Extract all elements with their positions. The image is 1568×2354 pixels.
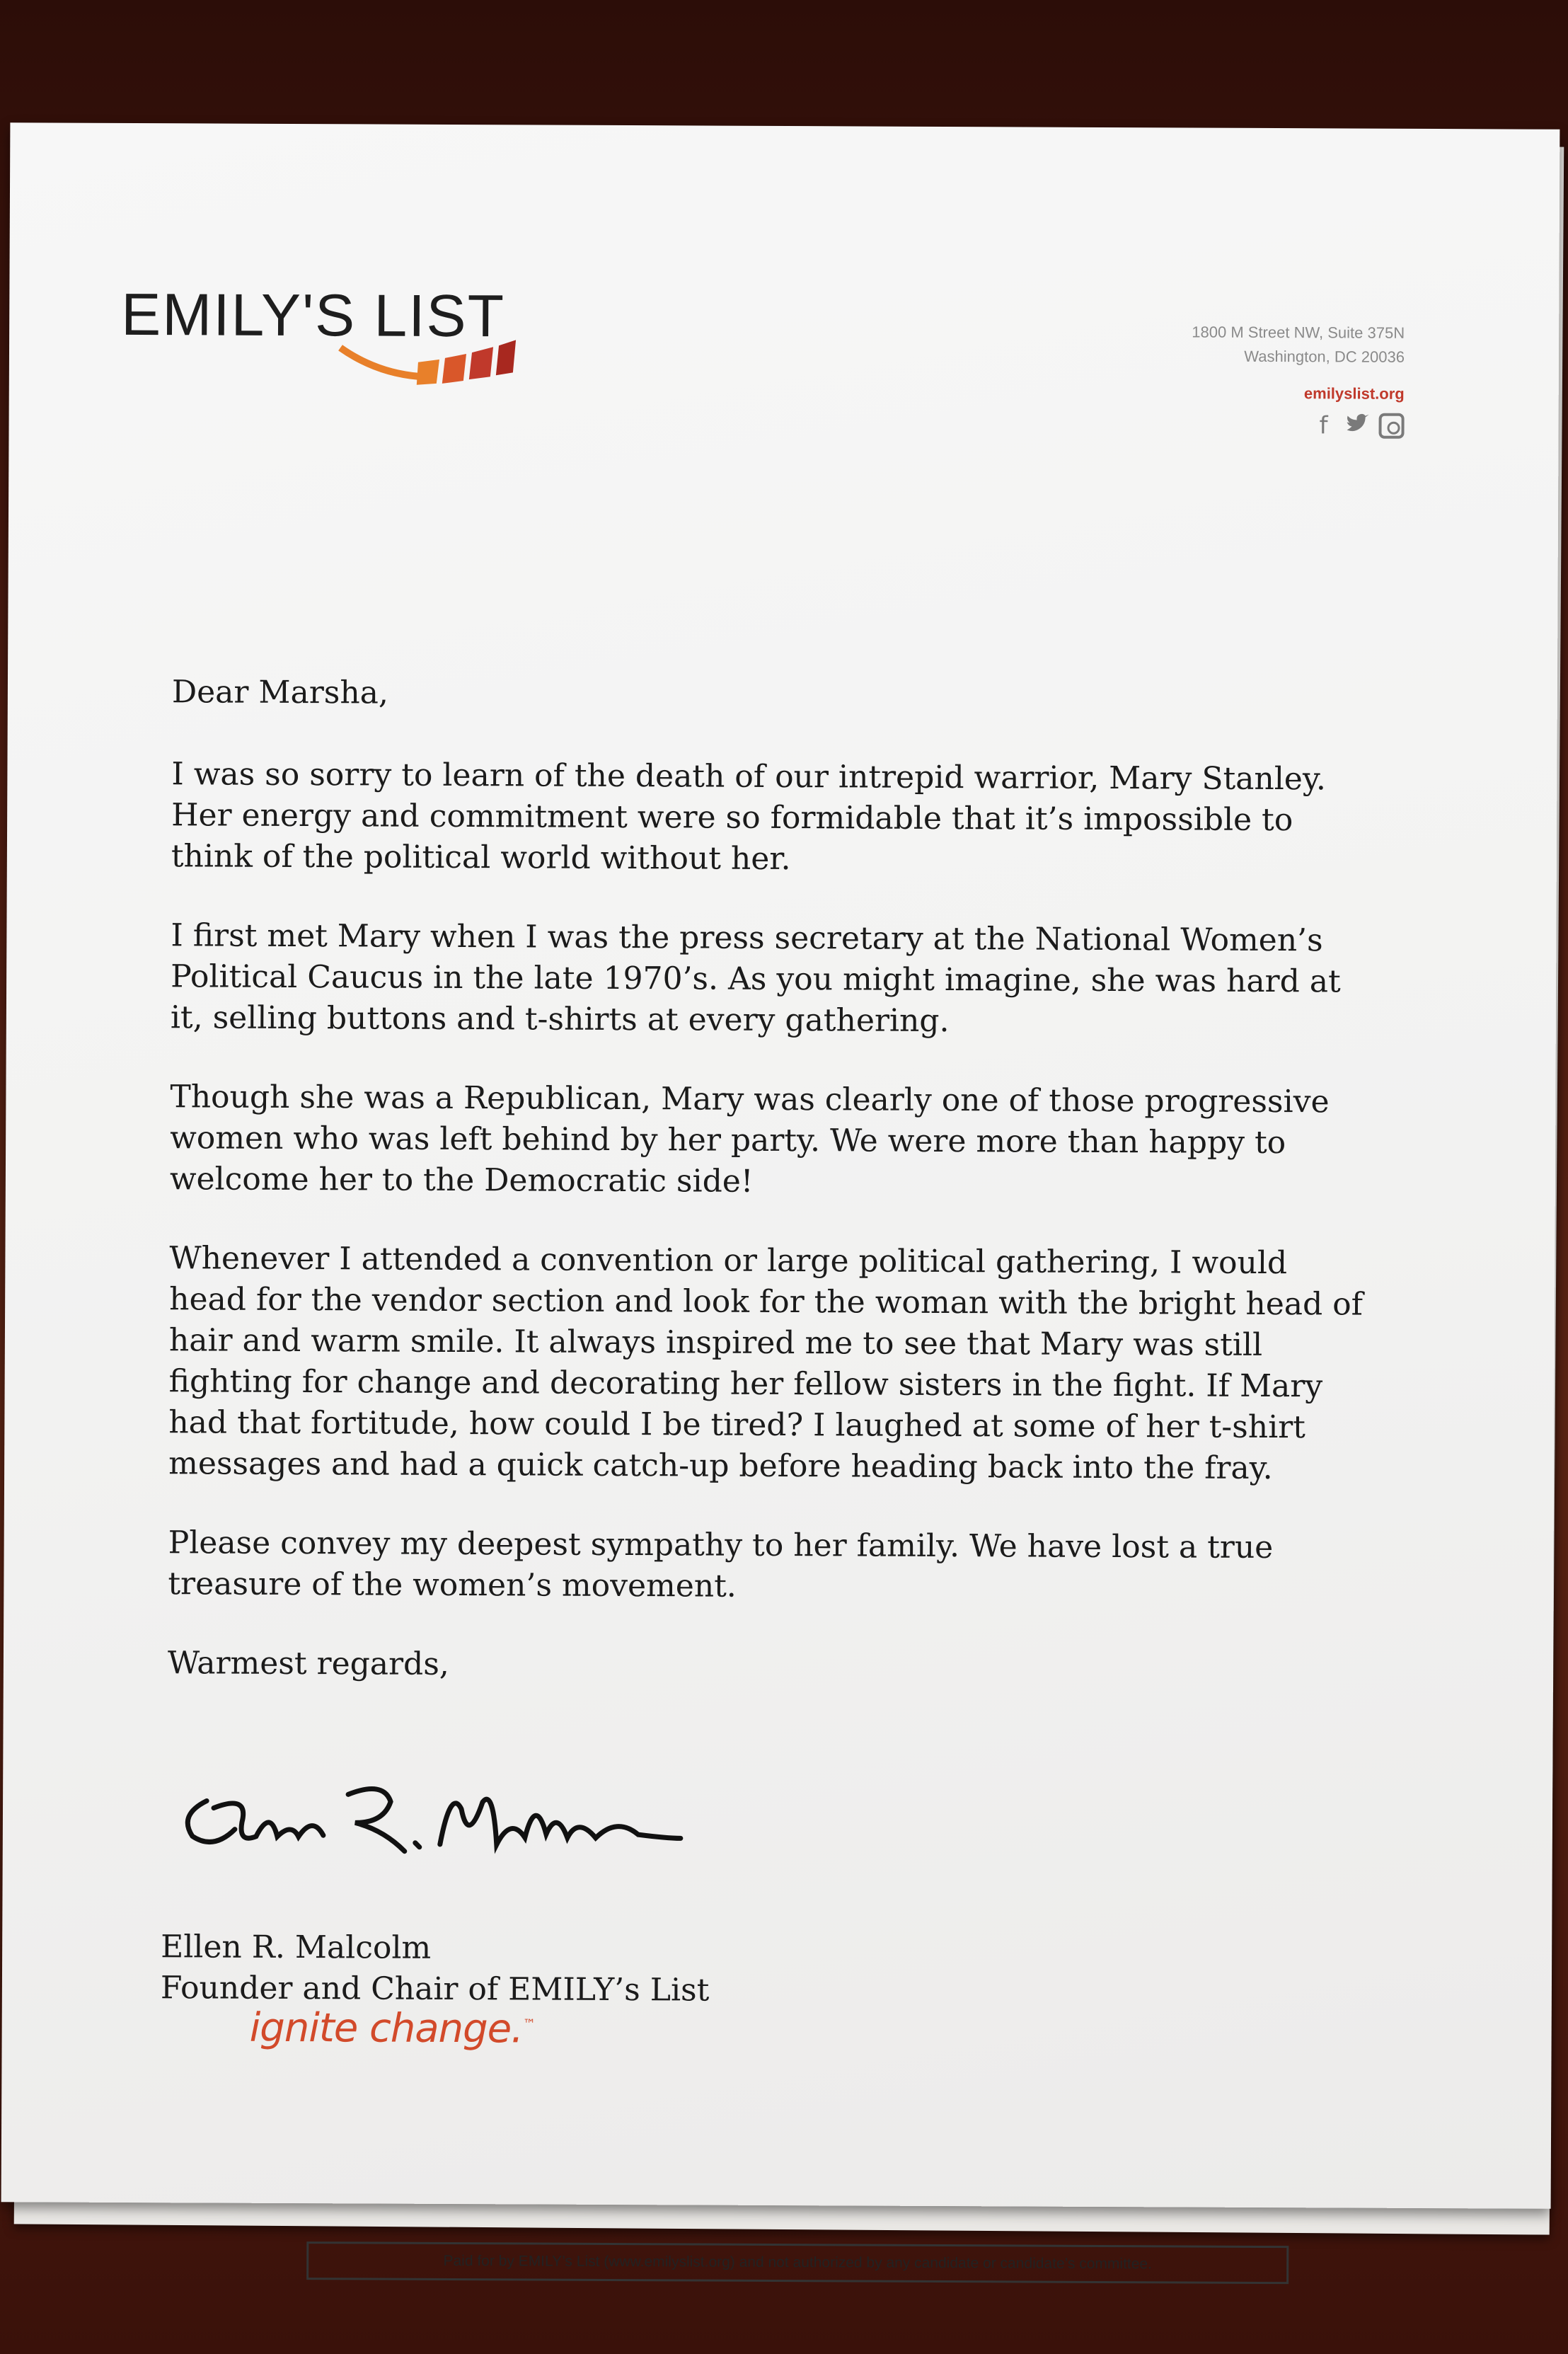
paragraph-1: I was so sorry to learn of the death of our intrepid warrior, Mary Stanley. Her energy and commitment were so formidable that it’s impossible to think of the political world without her. — [171, 756, 1327, 878]
paragraph-4: Whenever I attended a convention or large political gathering, I would head for the vendor section and look for the woman with the bright head of hair and warm smile. It always inspired me to see that Mary was still fighting for change and decorating her fellow sisters in the fight. If Mary had that fortitude, how could I be tired? I laughed at some of her t-shirt messages and had a quick catch-up before heading back into the fray. — [168, 1240, 1364, 1487]
paragraph-2: I first met Mary when I was the press secretary at the National Women’s Political Caucus in the late 1970’s. As you might imagine, she was hard at it, selling buttons and t-shirts at every gathering. — [170, 917, 1341, 1040]
salutation: Dear Marsha, — [171, 674, 389, 711]
trademark-mark: ™ — [522, 2016, 536, 2032]
signer-name: Ellen R. Malcolm — [161, 1929, 432, 1966]
closing: Warmest regards, — [167, 1645, 449, 1682]
handwritten-signature — [171, 1765, 696, 1873]
address-line2: Washington, DC 20036 — [1244, 347, 1405, 366]
ignite-change-tagline — [250, 2005, 536, 2052]
emilys-list-logo — [121, 280, 518, 388]
signer-title: Founder and Chair of EMILY’s List — [160, 1970, 710, 2009]
logo-wordmark: EMILY'S LIST — [121, 280, 506, 350]
letter-page — [1, 122, 1560, 2273]
tagline-text: ignite change. — [249, 2004, 524, 2052]
signature-block — [161, 1927, 710, 2011]
paragraph-3: Though she was a Republican, Mary was clearly one of those progressive women who was left behind by her party. We were more than happy to welcome her to the Democratic side! — [169, 1079, 1330, 1200]
facebook-icon: f — [1319, 411, 1328, 440]
letterhead-address — [1192, 321, 1405, 406]
social-icons — [1310, 413, 1404, 439]
instagram-icon — [1378, 413, 1404, 439]
paid-for-disclaimer: Paid for by EMILY’s List (www.emilyslist.org) and not authorized by any candidate or candidate’s committee. — [306, 2241, 1289, 2284]
website-link: emilyslist.org — [1303, 384, 1405, 403]
paragraph-5: Please convey my deepest sympathy to her family. We have lost a true treasure of the women’s movement. — [168, 1525, 1274, 1604]
letter-body — [168, 672, 1368, 1727]
twitter-icon — [1344, 413, 1370, 438]
logo-swoosh-icon — [333, 333, 517, 391]
address-line1: 1800 M Street NW, Suite 375N — [1192, 323, 1405, 342]
